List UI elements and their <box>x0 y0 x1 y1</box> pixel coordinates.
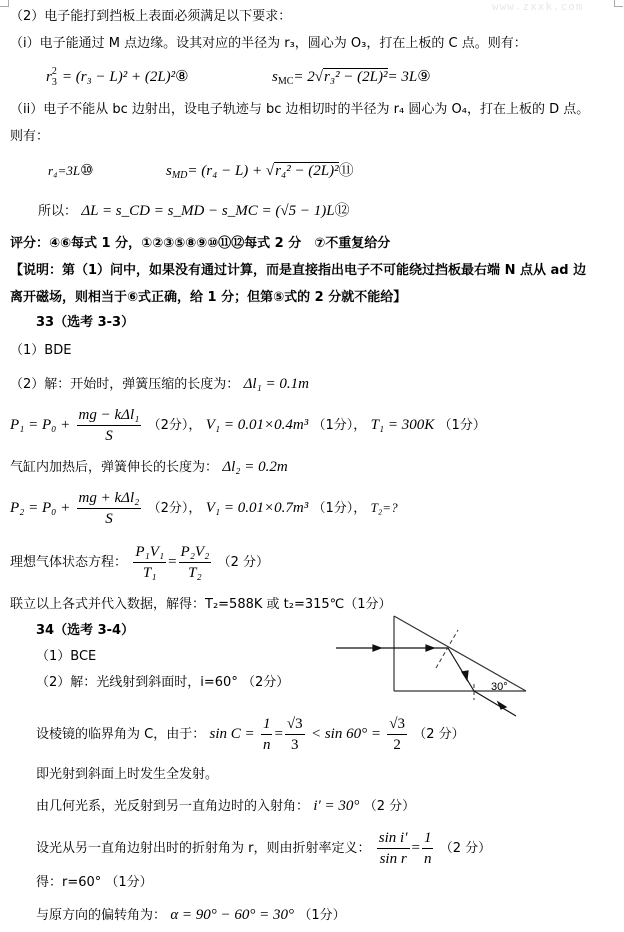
q33-solution-intro: （2）解：开始时，弹簧压缩的长度为： Δl₁ = 0.1m <box>10 376 309 392</box>
q34-refraction: 设光从另一直角边射出时的折射角为 r，则由折射率定义： $\frac{\text{sin i′}}{\text{sin r}}$ = $\frac{1}{n}$ （2 分） <box>36 830 492 867</box>
scoring-line: 评分：④⑥每式 1 分，①②③⑤⑧⑨⑩⑪⑫每式 2 分 ⑦不重复给分 <box>10 236 391 251</box>
normal-lines <box>436 630 474 700</box>
prism-triangle <box>394 616 526 691</box>
q33-p2-equation: P₂ = P₀ + $\frac{\text{mg + kΔl₂}}{S}$ （2分）， V₁ = 0.01×0.7m³ （1分）， T₂=? <box>10 490 398 527</box>
q33-title: 33（选考 3-3） <box>36 315 135 330</box>
q33-answer-1: （1）BDE <box>10 343 72 358</box>
q34-title: 34（选考 3-4） <box>36 623 135 638</box>
q34-solution-intro: （2）解：光线射到斜面时，i=60° （2分） <box>36 675 290 690</box>
angle-label-30: 30° <box>491 681 508 693</box>
scoring-note-line-2: 离开磁场，则相当于⑥式正确，给 1 分；但第⑤式的 2 分就不能给】 <box>10 290 407 305</box>
part2-heading: （2）电子能打到挡板上表面必须满足以下要求： <box>10 9 292 24</box>
light-ray <box>336 645 516 716</box>
q33-p1-equation: P₁ = P₀ + $\frac{\text{mg − kΔl₁}}{S}$ （2分）， V₁ = 0.01×0.4m³ （1分）， T₁ = 300K （1分） <box>10 407 486 444</box>
q34-geometry: 由几何光系，光反射到另一直角边时的入射角： i′ = 30° （2 分） <box>36 798 416 814</box>
equation-11: $s_{MD}= (r_4 - L) + √r_4^2$ − (2L)²⑪ <box>166 163 354 181</box>
q34-critical-angle: 设棱镜的临界角为 C，由于： sin C = $\frac{1}{n}$ = $\frac{√3}{3}$ < sin 60° = $\frac{√3}{2}$ （2 分） <box>36 716 465 753</box>
q33-gas-equation: 理想气体状态方程： $\frac{\text{P₁V₁}}{\text{T₁}}$ = $\frac{\text{P₂V₂}}{\text{T₂}}$ （2 分） <box>10 544 270 581</box>
equation-10: r₄=3L⑩ <box>48 163 94 179</box>
case-ii-text: （ii）电子不能从 bc 边射出，设电子轨迹与 bc 边相切时的半径为 r₄ 圆心为 O₄，打在上板的 D 点。 <box>10 102 590 117</box>
case-i-text: （i）电子能通过 M 点边缘。设其对应的半径为 r₃，圆心为 O₃，打在上板的 C 点。则有： <box>10 36 527 51</box>
scoring-note-line-1: 【说明：第（1）问中，如果没有通过计算，而是直接指出电子不可能绕过挡板最右端 N 点从 ad 边 <box>10 263 587 278</box>
q34-deflection: 与原方向的偏转角为： α = 90° − 60° = 30° （1分） <box>36 907 346 923</box>
q34-r-result: 得：r=60° （1分） <box>36 875 153 890</box>
equation-8: $r_3^2 = (r_3 - L)^2$ + (2L)²⑧ <box>46 66 189 88</box>
q33-result: 联立以上各式并代入数据，解得：T₂=588K 或 t₂=315℃（1分） <box>10 597 392 612</box>
equation-12: 所以： ΔL = s_CD = s_MD − s_MC = (√5 − 1)L⑫ <box>38 203 350 219</box>
watermark: www.zxxk.com <box>492 0 584 13</box>
q33-heat-intro: 气缸内加热后，弹簧伸长的长度为： Δl₂ = 0.2m <box>10 459 288 475</box>
q34-answer-1: （1）BCE <box>36 649 97 664</box>
case-ii-text-2: 则有： <box>10 129 50 144</box>
q34-total-reflection: 即光射到斜面上时发生全发射。 <box>36 767 219 782</box>
equation-9: $s_{MC}= 2√r_3^2 - (2L)^2=$ 3L⑨ <box>272 69 431 87</box>
